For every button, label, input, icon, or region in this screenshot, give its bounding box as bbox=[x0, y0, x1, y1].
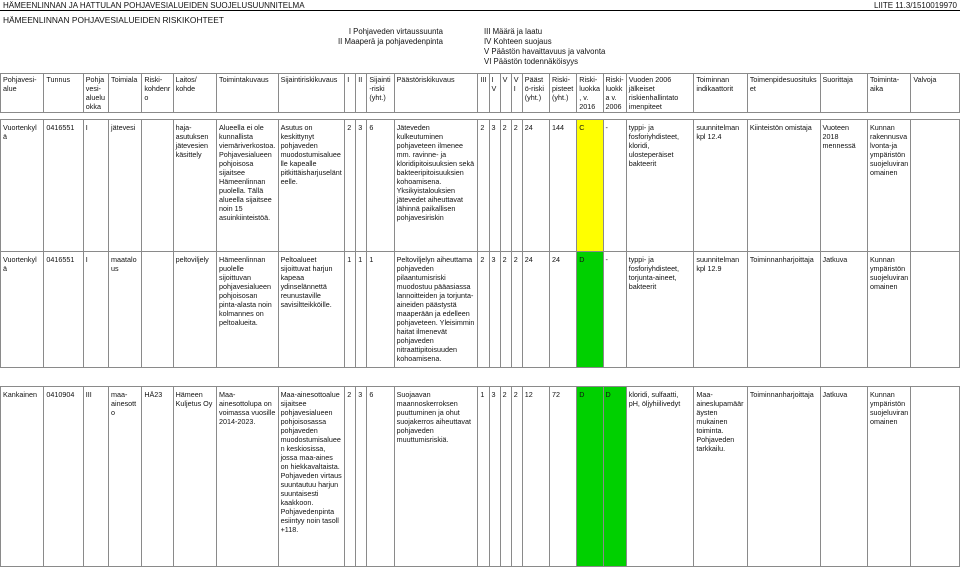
table-cell: Kankainen bbox=[1, 387, 44, 567]
column-header: Sijainti-riski (yht.) bbox=[367, 74, 394, 113]
legend-right bbox=[484, 27, 605, 67]
table-cell: 2 bbox=[345, 120, 356, 252]
column-header: Vuoden 2006 jälkeiset riskienhallintato imenpiteet bbox=[626, 74, 694, 113]
table-cell: Vuoteen 2018 mennessä bbox=[820, 120, 867, 252]
table-cell bbox=[142, 120, 173, 252]
risk-class-2016-cell: C bbox=[577, 120, 603, 252]
table-cell: Asutus on keskittynyt pohjaveden muodostumisalueelle kapealle pitkittäisharjuselänteelle. bbox=[278, 120, 345, 252]
table-cell: - bbox=[603, 120, 626, 252]
table-cell: Kunnan rakennusvalvonta-ja ympäristön suojeluviranomainen bbox=[867, 120, 910, 252]
table-cell bbox=[911, 120, 960, 252]
table-header-row bbox=[1, 74, 960, 113]
table-cell: Kunnan ympäristön suojeluviranomainen bbox=[867, 387, 910, 567]
table-cell: 0416551 bbox=[44, 252, 83, 368]
table-cell: Hämeen Kuljetus Oy bbox=[173, 387, 216, 567]
table-row bbox=[1, 120, 960, 252]
document-appendix-number: LIITE 11.3/1510019970 bbox=[873, 1, 957, 10]
legend-item: VI Päästön todennäköisyys bbox=[484, 57, 579, 66]
risk-table bbox=[0, 73, 960, 567]
table-cell: Jatkuva bbox=[820, 387, 867, 567]
spacer-row bbox=[1, 368, 960, 387]
table-cell: suunnitelman kpl 12.4 bbox=[694, 120, 748, 252]
risk-class-2006-cell: D bbox=[603, 387, 626, 567]
column-header: VI bbox=[511, 74, 522, 113]
column-header: Toimiala bbox=[109, 74, 142, 113]
table-cell: 0416551 bbox=[44, 120, 83, 252]
document-header-left: HÄMEENLINNAN JA HATTULAN POHJAVESIALUEIDEN SUOJELUSUUNNITELMA bbox=[3, 1, 305, 10]
column-header: Riski-pisteet (yht.) bbox=[550, 74, 577, 113]
table-cell: 2 bbox=[500, 252, 511, 368]
table-cell: 144 bbox=[550, 120, 577, 252]
table-cell: 2 bbox=[478, 252, 489, 368]
table-cell: Vuortenkyl ä bbox=[1, 120, 44, 252]
spacer-row bbox=[1, 113, 960, 120]
table-cell: Kunnan ympäristön suojeluviranomainen bbox=[867, 252, 910, 368]
column-header: III bbox=[478, 74, 489, 113]
page-title: HÄMEENLINNAN POHJAVESIALUEIDEN RISKIKOHTEET bbox=[3, 15, 224, 25]
table-cell: Jatkuva bbox=[820, 252, 867, 368]
column-header: Suorittaja bbox=[820, 74, 867, 113]
table-cell: suunnitelman kpl 12.9 bbox=[694, 252, 748, 368]
column-header: Toimenpidesuositukset bbox=[747, 74, 820, 113]
table-cell: 0410904 bbox=[44, 387, 83, 567]
table-cell bbox=[911, 252, 960, 368]
table-cell: 1 bbox=[345, 252, 356, 368]
column-header: II bbox=[356, 74, 367, 113]
table-cell: 2 bbox=[511, 387, 522, 567]
legend-item: III Määrä ja laatu bbox=[484, 27, 543, 36]
column-header: Päästöriskikuvaus bbox=[394, 74, 478, 113]
table-cell: typpi- ja fosforiyhdisteet, kloridi, ulosteperäiset bakteerit bbox=[626, 120, 694, 252]
table-cell: 6 bbox=[367, 120, 394, 252]
table-cell: I bbox=[83, 252, 108, 368]
table-cell: 24 bbox=[522, 252, 549, 368]
column-header: Pohja vesi-aluelu okka bbox=[83, 74, 108, 113]
table-cell: 3 bbox=[356, 387, 367, 567]
table-cell: Alueella ei ole kunnallista viemäriverkostoa. Pohjavesialueen pohjoisosa sijaitsee Hämeenlinnan puolella. Tällä alueella sijaitsee noin 15 asuinkiinteistöä. bbox=[217, 120, 279, 252]
table-cell: 2 bbox=[511, 120, 522, 252]
table-cell bbox=[142, 252, 173, 368]
risk-class-2016-cell: D bbox=[577, 252, 603, 368]
table-cell: 12 bbox=[522, 387, 549, 567]
table-cell: Jäteveden kulkeutuminen pohjaveteen ilmenee mm. ravinne- ja kloridipitoisuuksien sekä bakteeripitoisuuksien kohoamisena. Yksikyistalouksien jätevedet aiheuttavat lähinnä paikallisen pohjavesiriskin bbox=[394, 120, 478, 252]
table-cell: 3 bbox=[489, 387, 500, 567]
column-header: Tunnus bbox=[44, 74, 83, 113]
table-cell: III bbox=[83, 387, 108, 567]
column-header: Pohjavesi-alue bbox=[1, 74, 44, 113]
table-cell: Peltoviljelyn aiheuttama pohjaveden pilaantumisriski muodostuu pääasiassa lannoitteiden ja torjunta-aineiden päästystä maaperään ja edelleen pohjaveteen. Yleisimmin haitat ilmenevät pohjaveden nitraattipitoisuuden kohoamisena. bbox=[394, 252, 478, 368]
column-header: Riski-luokka v. 2006 bbox=[603, 74, 626, 113]
column-header: Toiminnan indikaattorit bbox=[694, 74, 748, 113]
table-cell: Peltoalueet sijoittuvat harjun kapeaa ydinselännettä reunustaville savisiltteikköille. bbox=[278, 252, 345, 368]
table-cell: 2 bbox=[511, 252, 522, 368]
table-cell: Maa-ainesottolupa on voimassa vuosille 2014-2023. bbox=[217, 387, 279, 567]
legend-item: II Maaperä ja pohjavedenpinta bbox=[338, 37, 443, 46]
table-cell: 1 bbox=[356, 252, 367, 368]
column-header: Toimintakuvaus bbox=[217, 74, 279, 113]
legend-item: I Pohjaveden virtaussuunta bbox=[348, 27, 443, 36]
table-cell: peltoviljely bbox=[173, 252, 216, 368]
table-cell: 24 bbox=[550, 252, 577, 368]
table-cell: 2 bbox=[345, 387, 356, 567]
table-cell: jätevesi bbox=[109, 120, 142, 252]
legend-item: IV Kohteen suojaus bbox=[484, 37, 552, 46]
table-row bbox=[1, 252, 960, 368]
column-header: Sijaintiriskikuvaus bbox=[278, 74, 345, 113]
table-cell: typpi- ja fosforiyhdisteet, torjunta-aineet, bakteerit bbox=[626, 252, 694, 368]
column-header: Riski-luokka, v. 2016 bbox=[577, 74, 603, 113]
table-cell: 1 bbox=[367, 252, 394, 368]
column-header: Päästö-riski (yht.) bbox=[522, 74, 549, 113]
table-cell: 3 bbox=[489, 120, 500, 252]
table-cell: Vuortenkyl ä bbox=[1, 252, 44, 368]
column-header: Valvoja bbox=[911, 74, 960, 113]
table-cell: - bbox=[603, 252, 626, 368]
table-cell: Toiminnanharjoittaja bbox=[747, 387, 820, 567]
table-cell: 3 bbox=[489, 252, 500, 368]
table-cell: Kiinteistön omistaja bbox=[747, 120, 820, 252]
legend-item: V Päästön havaittavuus ja valvonta bbox=[484, 47, 606, 56]
column-header: I bbox=[345, 74, 356, 113]
table-cell: 3 bbox=[356, 120, 367, 252]
risk-class-2016-cell: D bbox=[577, 387, 603, 567]
table-cell: 1 bbox=[478, 387, 489, 567]
table-cell: Toiminnanharjoittaja bbox=[747, 252, 820, 368]
table-cell: I bbox=[83, 120, 108, 252]
table-cell: maatalous bbox=[109, 252, 142, 368]
table-cell: 2 bbox=[478, 120, 489, 252]
header-divider bbox=[0, 10, 960, 11]
column-header: V bbox=[500, 74, 511, 113]
table-cell: HÄ23 bbox=[142, 387, 173, 567]
column-header: Laitos/ kohde bbox=[173, 74, 216, 113]
column-header: IV bbox=[489, 74, 500, 113]
table-cell: Suojaavan maannoskerroksen puuttuminen ja ohut suojakerros aiheuttavat pohjaveden muuttumisriskiä. bbox=[394, 387, 478, 567]
table-cell: kloridi, sulfaatti, pH, öljyhiilivedyt bbox=[626, 387, 694, 567]
table-cell: 2 bbox=[500, 387, 511, 567]
column-header: Toiminta-aika bbox=[867, 74, 910, 113]
legend-left bbox=[338, 27, 443, 47]
table-cell: 2 bbox=[500, 120, 511, 252]
table-cell: haja-asutuksen jätevesien käsittely bbox=[173, 120, 216, 252]
column-header: Riski-kohdenro bbox=[142, 74, 173, 113]
table-cell: 72 bbox=[550, 387, 577, 567]
table-cell: Maa-ainesottoalue sijaitsee pohjavesialueen pohjoisosassa pohjaveden muodostumisalueen keskiosissa, jossa maa-aines on hiekkavaltaista. Pohjaveden virtaus suuntautuu harjun suuntaisesti kaakkoon. Pohjavedenpinta esiintyy noin tasoll +118. bbox=[278, 387, 345, 567]
table-cell: Maa-aineslupamääräysten mukainen toiminta. Pohjaveden tarkkailu. bbox=[694, 387, 748, 567]
table-cell: Hämeenlinnan puolelle sijoittuvan pohjavesialueen pohjoisosan pinta-alasta noin kolmannes on peltoalueita. bbox=[217, 252, 279, 368]
table-cell: maa-ainesotto bbox=[109, 387, 142, 567]
table-cell: 24 bbox=[522, 120, 549, 252]
table-cell: 6 bbox=[367, 387, 394, 567]
